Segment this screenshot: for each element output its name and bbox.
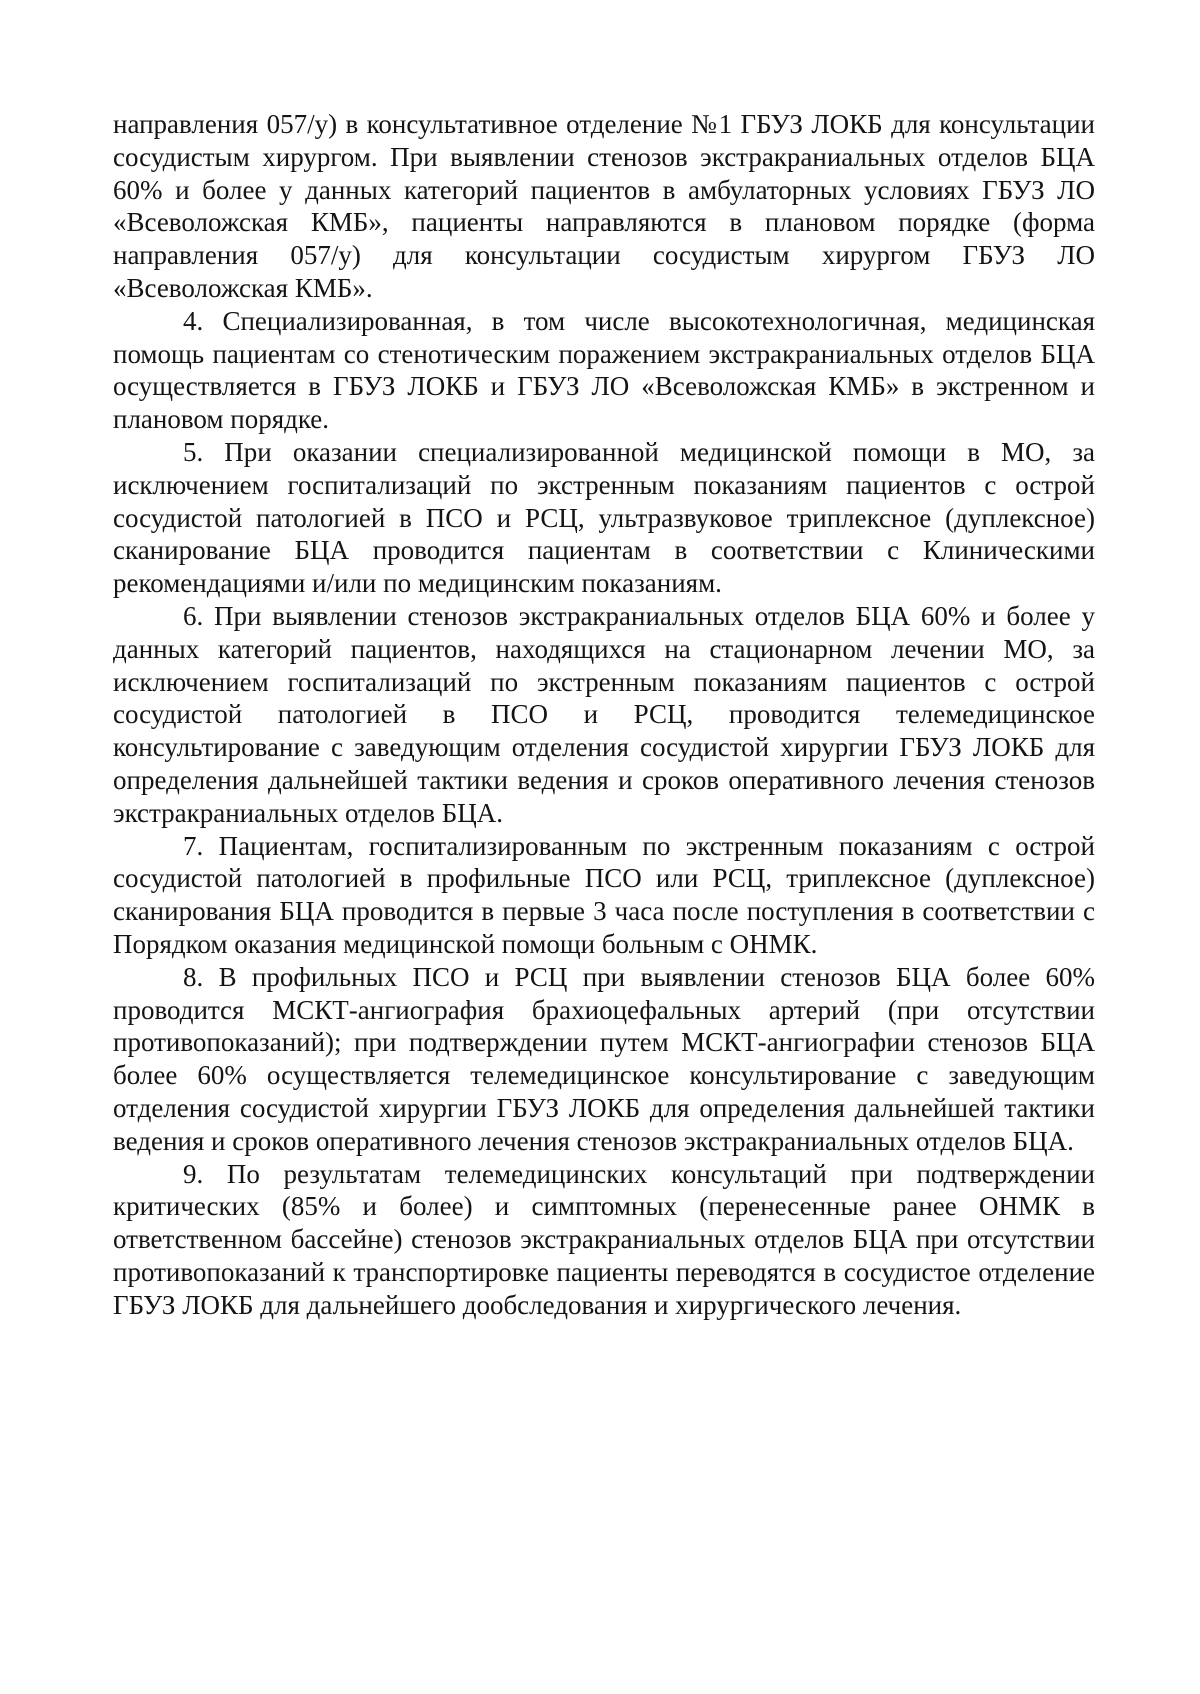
paragraph-item-4: 4. Специализированная, в том числе высокотехнологичная, медицинская помощь пациентам со стенотическим поражением экстракраниальных отделов БЦА осуществляется в ГБУЗ ЛОКБ и ГБУЗ ЛО «Всеволожская КМБ» в экстренном и плановом порядке. xyxy=(113,305,1095,435)
paragraph-item-8: 8. В профильных ПСО и РСЦ при выявлении стенозов БЦА более 60% проводится МСКТ-ангиография брахиоцефальных артерий (при отсутствии противопоказаний); при подтверждении путем МСКТ-ангиографии стенозов БЦА более 60% осуществляется телемедицинское консультирование с заведующим отделения сосудистой хирургии ГБУЗ ЛОКБ для определения дальнейшей тактики ведения и сроков оперативного лечения стенозов экстракраниальных отделов БЦА. xyxy=(113,961,1095,1156)
paragraph-item-6: 6. При выявлении стенозов экстракраниальных отделов БЦА 60% и более у данных категорий пациентов, находящихся на стационарном лечении МО, за исключением госпитализаций по экстренным показаниям пациентов с острой сосудистой патологией в ПСО и РСЦ, проводится телемедицинское консультирование с заведующим отделения сосудистой хирургии ГБУЗ ЛОКБ для определения дальнейшей тактики ведения и сроков оперативного лечения стенозов экстракраниальных отделов БЦА. xyxy=(113,600,1095,828)
paragraph-continuation: направления 057/у) в консультативное отделение №1 ГБУЗ ЛОКБ для консультации сосудистым хирургом. При выявлении стенозов экстракраниальных отделов БЦА 60% и более у данных категорий пациентов в амбулаторных условиях ГБУЗ ЛО «Всеволожская КМБ», пациенты направляются в плановом порядке (форма направления 057/у) для консультации сосудистым хирургом ГБУЗ ЛО «Всеволожская КМБ». xyxy=(113,109,1095,303)
paragraph-item-9: 9. По результатам телемедицинских консультаций при подтверждении критических (85% и более) и симптомных (перенесенные ранее ОНМК в ответственном бассейне) стенозов экстракраниальных отделов БЦА при отсутствии противопоказаний к транспортировке пациенты переводятся в сосудистое отделение ГБУЗ ЛОКБ для дальнейшего дообследования и хирургического лечения. xyxy=(113,1158,1095,1320)
document-body xyxy=(113,108,1095,1321)
paragraph-item-5: 5. При оказании специализированной медицинской помощи в МО, за исключением госпитализаций по экстренным показаниям пациентов с острой сосудистой патологией в ПСО и РСЦ, ультразвуковое триплексное (дуплексное) сканирование БЦА проводится пациентам в соответствии с Клиническими рекомендациями и/или по медицинским показаниям. xyxy=(113,436,1095,599)
paragraph-item-7: 7. Пациентам, госпитализированным по экстренным показаниям с острой сосудистой патологией в профильные ПСО или РСЦ, триплексное (дуплексное) сканирования БЦА проводится в первые 3 часа после поступления в соответствии с Порядком оказания медицинской помощи больным с ОНМК. xyxy=(113,830,1095,959)
